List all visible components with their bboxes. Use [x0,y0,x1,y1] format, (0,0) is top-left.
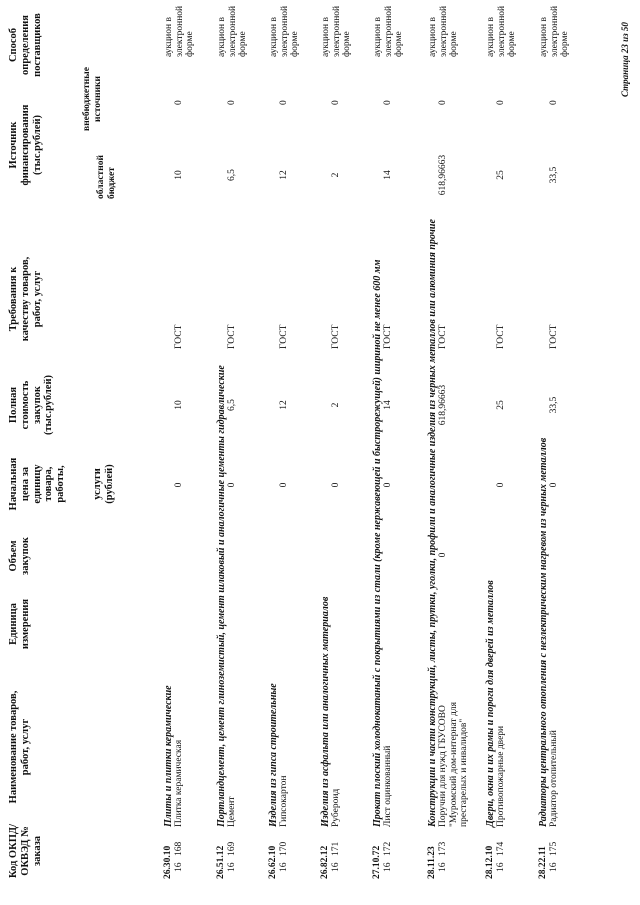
row-requirements: ГОСТ [383,324,393,349]
row-other: 0 [438,100,448,105]
row-number: 16 [496,862,506,872]
row-other: 0 [279,100,289,105]
header-unit: Единица измерения [8,598,31,650]
row-total: 618,96663 [438,384,448,426]
row-name: Поручни для нужд ГБУСОВО "Муромский дом-интернат для престарелых и инвалидов" [438,702,470,827]
group-code: 28.22.11 [538,846,548,879]
row-total: 25 [496,400,506,410]
group-title: Плиты и плитки керамические [163,685,174,827]
row-total: 2 [331,402,341,408]
row-other: 0 [383,100,393,105]
row-total: 6,5 [227,399,237,411]
row-other: 0 [331,100,341,105]
row-regional: 33,5 [549,166,559,184]
row-regional: 6,5 [227,169,237,181]
row-name: Радиатор отопительный [549,730,559,827]
header-price-unit: услуги (рублей) [92,464,115,504]
group-code: 26.62.10 [268,845,278,879]
header-funding-other: внебюджетные источники [82,67,103,131]
group-code: 28.12.10 [485,845,495,879]
row-volume: 0 [438,552,448,558]
row-order: 174 [496,841,506,856]
row-other: 0 [227,100,237,105]
row-regional: 618,96663 [438,154,448,196]
row-requirements: ГОСТ [331,324,341,349]
header-name: Наименование товаров, работ, услуг [8,690,31,804]
row-order: 168 [174,841,184,856]
row-requirements: ГОСТ [496,324,506,349]
row-name: Гипсокартон [279,775,289,827]
row-price: 0 [227,482,237,488]
header-funding-regional: областной бюджет [96,155,117,199]
row-price: 0 [174,482,184,488]
row-name: Противопожарные двери [496,725,506,827]
group-code: 26.30.10 [163,845,173,879]
row-number: 16 [227,862,237,872]
group-title: Двери, окна и их рамы и пороги для дверей из металлов [485,580,496,827]
row-method: аукцион в электронной форме [486,5,518,57]
row-number: 16 [549,862,559,872]
group-code: 27.10.72 [372,845,382,879]
row-method: аукцион в электронной форме [428,5,460,57]
row-price: 0 [549,482,559,488]
row-price: 0 [279,482,289,488]
row-requirements: ГОСТ [438,324,448,349]
row-total: 10 [174,400,184,410]
group-code: 26.51.12 [216,845,226,879]
row-requirements: ГОСТ [227,324,237,349]
row-name: Лист оцинкованный [383,745,393,827]
row-order: 169 [227,841,237,856]
row-number: 16 [383,862,393,872]
header-volume: Объем закупок [8,537,31,575]
header-total: Полная стоимость закупок (тыс.рублей) [8,374,55,436]
row-regional: 2 [331,172,341,178]
row-total: 14 [383,400,393,410]
row-order: 175 [549,841,559,856]
group-title: Конструкции и части конструкций, листы, прутки, уголки, профили и аналогичные изделия из черных металлов или алюминия прочие [427,219,438,827]
group-title: Изделия из асфальта или аналогичных материалов [320,596,331,827]
row-method: аукцион в электронной форме [269,5,301,57]
header-method: Способ определения поставщиков [8,13,43,77]
group-title: Портландцемент, цемент глиноземистый, цемент шлаковый и аналогичные цементы гидравлические [216,365,227,827]
group-title: Радиаторы центрального отопления с незлектрическим нагревом из черных металлов [538,437,549,827]
row-order: 172 [383,841,393,856]
row-number: 16 [438,862,448,872]
row-method: аукцион в электронной форме [321,5,353,57]
row-other: 0 [174,100,184,105]
row-regional: 14 [383,170,393,180]
row-price: 0 [331,482,341,488]
row-name: Плитка керамическая [174,739,184,827]
row-method: аукцион в электронной форме [539,5,571,57]
header-price: Начальная цена за единицу товара, работы, [8,457,66,511]
row-number: 16 [331,862,341,872]
row-regional: 10 [174,170,184,180]
row-other: 0 [549,100,559,105]
row-total: 12 [279,400,289,410]
row-number: 16 [174,862,184,872]
page-number: Страница 23 из 50 [620,22,630,97]
group-code: 26.82.12 [320,845,330,879]
row-price: 0 [496,482,506,488]
row-order: 170 [279,841,289,856]
group-code: 28.11.23 [427,846,437,879]
header-code: Код ОКПД/ ОКВЭД № заказа [8,823,43,879]
row-requirements: ГОСТ [174,324,184,349]
row-method: аукцион в электронной форме [164,5,196,57]
group-title: Изделия из гипса строительные [268,683,279,827]
row-total: 33,5 [549,396,559,414]
header-funding: Источник финансирования (тыс.рублей) [8,104,43,186]
row-method: аукцион в электронной форме [217,5,249,57]
row-name: Цемент [227,796,237,827]
header-requirements: Требования к качеству товаров, работ, услуг [8,256,43,342]
row-other: 0 [496,100,506,105]
row-method: аукцион в электронной форме [373,5,405,57]
row-regional: 12 [279,170,289,180]
group-title: Прокат плоский холоднокатаный с покрытиями из стали (кроме нержавеющей и быстрорежущей) шириной не менее 600 мм [372,259,383,827]
row-name: Рубероид [331,788,341,827]
row-order: 173 [438,841,448,856]
row-regional: 25 [496,170,506,180]
row-requirements: ГОСТ [279,324,289,349]
row-order: 171 [331,841,341,856]
row-number: 16 [279,862,289,872]
row-price: 0 [383,482,393,488]
row-requirements: ГОСТ [549,324,559,349]
